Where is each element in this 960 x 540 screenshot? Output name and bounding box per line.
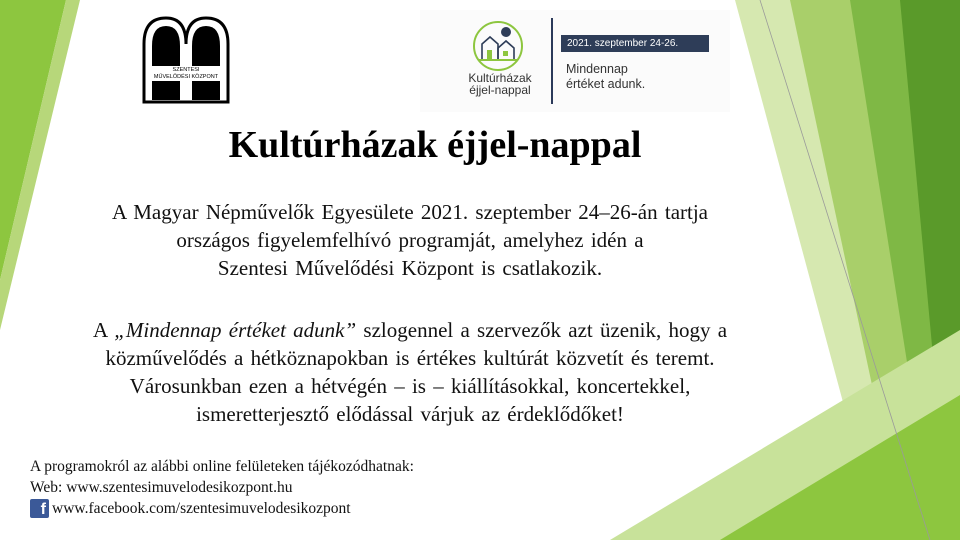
event-slogan [566,62,716,92]
event-slogan-line2: értéket adunk. [566,77,646,91]
slogan-line2: közművelődés a hétköznapokban is értékes kultúrát közvetít és teremt. [105,346,715,370]
footer-intro: A programokról az alábbi online felületeken tájékozódhatnak: [30,458,414,475]
intro-line1: A Magyar Népművelők Egyesülete 2021. szeptember 24–26-án tartja [112,200,708,224]
facebook-link[interactable]: www.facebook.com/szentesimuvelodesikozpont [52,500,351,517]
event-date-bar: 2021. szeptember 24-26. [561,35,709,52]
facebook-line [30,498,590,519]
slogan-quote: „Mindennap értéket adunk” [114,318,357,342]
event-logo-divider [551,18,553,104]
event-logo-name-line2: éjjel-nappal [469,83,531,97]
slogan-paragraph [20,316,800,428]
event-logo [420,10,730,112]
house-emblem-icon [472,20,524,72]
logo-caption-line2: MŰVELŐDÉSI KÖZPONT [153,73,219,80]
logo-caption [146,66,226,81]
slogan-line4: ismeretterjesztő elődással várjuk az érdeklődőket! [196,402,624,426]
slide-title: Kultúrházak éjjel-nappal [228,124,642,166]
web-link[interactable]: Web: www.szentesimuvelodesikozpont.hu [30,479,293,496]
building-logo-icon [140,16,232,104]
szentesi-muvelodesi-kozpont-logo [140,16,232,104]
intro-line2: országos figyelemfelhívó programját, amelyhez idén a [176,228,644,252]
intro-paragraph [40,198,780,282]
logo-caption-line1: SZENTESI [172,67,200,73]
slogan-line1 [20,316,800,344]
slogan-line3: Városunkban ezen a hétvégén – is – kiállításokkal, koncertekkel, [129,374,691,398]
event-logo-name-line1: Kultúrházak [468,71,532,85]
slogan-line1-rest: szlogennel a szervezők azt üzenik, hogy a [356,318,728,342]
event-logo-name [450,72,550,96]
event-slogan-line1: Mindennap [566,62,628,76]
footer-info [30,456,590,519]
facebook-icon[interactable]: f [30,499,49,518]
intro-line3: Szentesi Művelődési Központ is csatlakozik. [217,256,603,280]
slogan-prefix: A [92,318,115,342]
